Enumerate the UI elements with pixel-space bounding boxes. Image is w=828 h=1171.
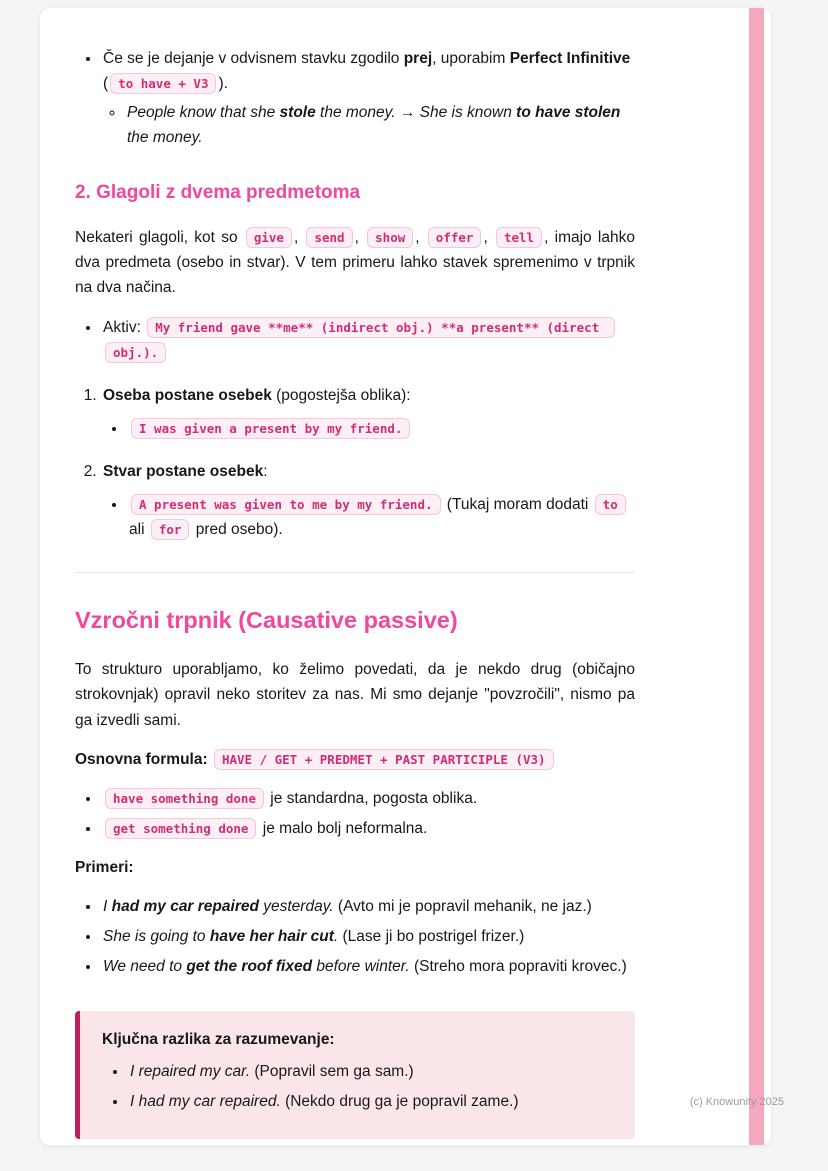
text-segment: pred osebo). — [191, 521, 283, 539]
text-segment: (Nekdo drug ga je popravil zame.) — [280, 1092, 519, 1110]
text-segment: (Tukaj moram dodati — [442, 496, 593, 514]
document-content — [40, 8, 771, 1145]
rich-text — [103, 790, 477, 807]
text-segment: ali — [129, 521, 149, 539]
text-segment: , — [293, 229, 305, 247]
text-segment: the money. → She is known — [315, 104, 517, 122]
text-segment: I — [103, 898, 112, 916]
list-item — [101, 816, 635, 841]
way-example-sublist — [103, 416, 635, 441]
code-chip: have something done — [105, 788, 264, 809]
code-chip: to — [595, 494, 626, 515]
code-chip: HAVE / GET + PREDMET + PAST PARTICIPLE (V3) — [214, 749, 554, 770]
perfect-infinitive-list — [75, 46, 635, 150]
list-item — [101, 459, 635, 542]
rich-text — [130, 1063, 414, 1080]
two-objects-intro-paragraph — [75, 225, 635, 300]
text-segment: : — [263, 462, 268, 480]
code-chip: for — [151, 519, 190, 540]
list-item — [101, 383, 635, 441]
rich-text — [103, 820, 427, 837]
causative-forms-list — [75, 786, 635, 841]
text-segment: ( — [103, 75, 109, 93]
section-heading-causative: Vzročni trpnik (Causative passive) — [75, 607, 458, 634]
text-segment — [208, 751, 212, 768]
causative-intro-paragraph — [75, 657, 635, 732]
rich-text — [103, 50, 630, 92]
aktiv-list — [75, 315, 635, 365]
text-segment: Perfect Infinitive — [509, 50, 631, 67]
list-item — [101, 894, 635, 919]
list-item — [127, 492, 635, 542]
text-segment: (Streho mora popraviti krovec.) — [409, 958, 627, 976]
text-segment: had my car repaired — [111, 898, 259, 916]
text-segment: (Lase ji bo postrigel frizer.) — [338, 928, 525, 946]
text-segment: I repaired my car. — [130, 1062, 251, 1080]
text-segment: je malo bolj neformalna. — [258, 819, 428, 837]
causative-examples-list — [75, 894, 635, 979]
divider — [75, 572, 635, 573]
text-segment: , uporabim — [432, 50, 510, 67]
section-heading-two-objects: 2. Glagoli z dvema predmetoma — [75, 182, 361, 204]
list-item — [101, 46, 635, 150]
code-chip: I was given a present by my friend. — [131, 418, 410, 439]
text-segment: To strukturo uporabljamo, ko želimo povedati, da je nekdo drug (običajno strokovnjak) opravil neko storitev za nas. Mi smo dejanje "povzročili", nismo pa ga izvedli sami. — [75, 661, 635, 729]
text-segment: je standardna, pogosta oblika. — [266, 789, 478, 807]
text-segment: I had my car repaired. — [130, 1092, 281, 1110]
rich-text — [130, 1093, 519, 1110]
text-segment: , — [483, 229, 494, 247]
formula-line — [75, 747, 635, 772]
rich-text — [103, 898, 592, 915]
code-chip: to have + V3 — [110, 73, 216, 94]
document-card — [40, 8, 771, 1145]
rich-text — [103, 387, 411, 404]
text-segment: (Popravil sem ga sam.) — [250, 1062, 414, 1080]
list-item — [101, 924, 635, 949]
two-ways-list — [75, 383, 635, 543]
text-segment: before winter. — [312, 958, 410, 976]
list-item — [101, 786, 635, 811]
text-segment: the money. — [127, 129, 203, 147]
text-segment: She is going to — [103, 928, 210, 946]
text-segment: stole — [279, 104, 316, 122]
code-chip: send — [306, 227, 352, 248]
text-segment: have her hair cut — [209, 928, 334, 946]
watermark: (c) Knowunity 2025 — [689, 1096, 784, 1108]
list-item — [101, 954, 635, 979]
code-chip: My friend gave **me** (indirect obj.) **a present** (direct obj.). — [105, 317, 615, 363]
text-segment: We need to — [103, 958, 187, 976]
rich-text — [129, 496, 628, 538]
list-item — [128, 1059, 615, 1084]
text-segment: Osnovna formula: — [75, 750, 208, 768]
callout-title: Ključna razlika za razumevanje: — [102, 1031, 335, 1049]
code-chip: give — [246, 227, 292, 248]
text-segment: Če se je dejanje v odvisnem stavku zgodilo — [103, 50, 404, 67]
code-chip: offer — [428, 227, 482, 248]
text-segment: yesterday. — [258, 898, 334, 916]
callout-list — [102, 1059, 615, 1114]
rich-text — [103, 928, 524, 945]
text-segment: . — [333, 928, 339, 946]
rich-text — [103, 958, 627, 975]
list-item — [128, 1089, 615, 1114]
list-item — [127, 416, 635, 441]
text-segment: People know that she — [127, 104, 280, 122]
rich-text — [75, 661, 635, 728]
key-difference-callout — [75, 1011, 635, 1138]
code-chip: get something done — [105, 818, 256, 839]
rich-text — [127, 104, 620, 146]
list-item — [101, 315, 635, 365]
way-example-sublist — [103, 492, 635, 542]
text-segment: (pogostejša oblika): — [271, 386, 411, 404]
rich-text — [75, 751, 556, 768]
rich-text — [129, 420, 412, 437]
perfect-infinitive-sublist — [103, 100, 635, 150]
text-segment: , — [415, 229, 426, 247]
list-item — [125, 100, 635, 150]
rich-text — [103, 463, 268, 480]
rich-text — [75, 229, 635, 296]
text-segment: Nekateri glagoli, kot so — [75, 229, 244, 247]
text-segment: to have stolen — [516, 104, 621, 122]
code-chip: tell — [496, 227, 542, 248]
text-segment: (Avto mi je popravil mehanik, ne jaz.) — [333, 898, 592, 916]
text-segment: prej — [403, 50, 433, 67]
text-segment: , — [354, 229, 366, 247]
text-segment: get the roof fixed — [186, 958, 313, 976]
text-segment: Stvar postane osebek — [103, 462, 264, 480]
code-chip: show — [367, 227, 413, 248]
text-segment: Oseba postane osebek — [103, 386, 272, 404]
text-segment: ). — [218, 75, 228, 93]
rich-text — [103, 319, 617, 361]
text-segment: , imajo lahko dva predmeta (osebo in stvar). V tem primeru lahko stavek spremenimo v trpnik na dva načina. — [75, 229, 635, 297]
text-segment: Aktiv: — [103, 318, 146, 336]
examples-label: Primeri: — [75, 859, 134, 877]
code-chip: A present was given to me by my friend. — [131, 494, 441, 515]
